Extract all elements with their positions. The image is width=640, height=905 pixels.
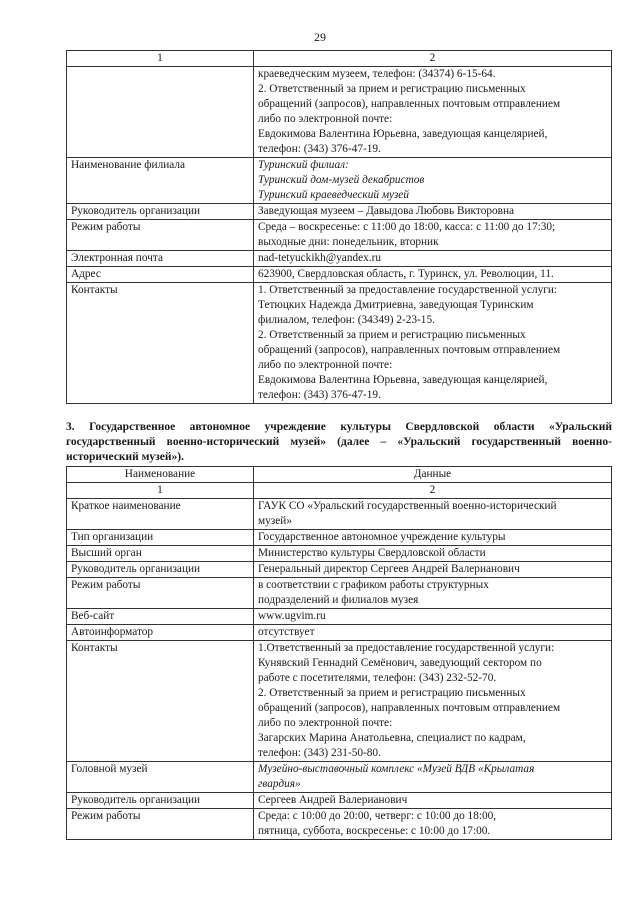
text-line: Кунявский Геннадий Семёнович, заведующий сектором по [258,657,542,669]
row-value: Сергеев Андрей Валерианович [254,793,612,809]
table-row [67,562,612,578]
text-line: 1.Ответственный за предоставление государственной услуги: [258,642,555,654]
column-number-2: 2 [254,483,612,499]
text-line: либо по электронной почте: [258,113,393,125]
row-label: Краткое наименование [67,499,254,530]
row-label: Адрес [67,267,254,283]
row-value [254,499,612,530]
table-row [67,267,612,283]
text-line: обращений (запросов), направленных почтовым отправлением [258,344,561,356]
column-number-2: 2 [254,51,612,67]
table-row [67,609,612,625]
table-header-numbers [67,483,612,499]
text-line: телефон: (343) 376-47-19. [258,389,381,401]
row-label: Головной музей [67,762,254,793]
text-line: Музейно-выставочный комплекс «Музей ВДВ «Крылатая [258,763,535,775]
table-row [67,283,612,404]
text-line: работе с посетителями, телефон: (343) 232-52-70. [258,672,497,684]
text-line: гвардия» [258,778,301,790]
text-line: ГАУК СО «Уральский государственный военно-исторический [258,500,557,512]
table-row [67,220,612,251]
table-row [67,762,612,793]
text-line: Среда – воскресенье: с 11:00 до 18:00, касса: с 11:00 до 17:30; [258,221,556,233]
table-row [67,546,612,562]
table-military-history-museum [66,466,612,840]
table-header-numbers [67,51,612,67]
row-label: Контакты [67,641,254,762]
contacts-value [254,283,612,404]
row-label: Тип организации [67,530,254,546]
column-number-1: 1 [67,51,254,67]
row-label: Режим работы [67,578,254,609]
branch-names [254,158,612,204]
text-line: филиалом, телефон: (34349) 2-23-15. [258,314,435,326]
text-line: 1. Ответственный за предоставление государственной услуги: [258,284,558,296]
table-row [67,530,612,546]
row-value [254,762,612,793]
table-row [67,625,612,641]
table-row [67,158,612,204]
section-3-heading: 3. Государственное автономное учреждение культуры Свердловской области «Уральский государственный военно-исторический музей» (далее – «Уральский государственный военно-исторический музей»). [66,421,612,463]
text-line: обращений (запросов), направленных почтовым отправлением [258,702,561,714]
row-label: Веб-сайт [67,609,254,625]
table-row [67,641,612,762]
page-number: 29 [314,30,326,44]
table-header [67,467,612,483]
table-row [67,809,612,840]
row-label: Режим работы [67,220,254,251]
text-line: музей» [258,515,292,527]
text-line: выходные дни: понедельник, вторник [258,236,439,248]
table-row [67,251,612,267]
text-line: Евдокимова Валентина Юрьевна, заведующая канцелярией, [258,374,548,386]
row-value: Заведующая музеем – Давыдова Любовь Викторовна [254,204,612,220]
text-line: либо по электронной почте: [258,717,393,729]
row-label: Руководитель организации [67,793,254,809]
row-value [254,578,612,609]
row-value: Генеральный директор Сергеев Андрей Валерианович [254,562,612,578]
header-data: Данные [254,467,612,483]
header-name: Наименование [67,467,254,483]
row-label: Режим работы [67,809,254,840]
text-line: Загарских Марина Анатольевна, специалист по кадрам, [258,732,526,744]
contacts-value [254,641,612,762]
text-line: телефон: (343) 231-50-80. [258,747,381,759]
table-row [67,67,612,158]
row-value [254,809,612,840]
text-line: в соответствии с графиком работы структурных [258,579,489,591]
row-label: Электронная почта [67,251,254,267]
text-line: Туринский филиал: [258,159,349,171]
row-label: Руководитель организации [67,204,254,220]
text-line: Тетюцких Надежда Дмитриевна, заведующая Туринским [258,299,534,311]
row-value: Государственное автономное учреждение культуры [254,530,612,546]
text-line: Туринский дом-музей декабристов [258,174,425,186]
table-previous-museum [66,50,612,404]
text-line: 2. Ответственный за прием и регистрацию письменных [258,83,526,95]
text-line: Туринский краеведческий музей [258,189,409,201]
text-line: пятница, суббота, воскресенье: с 10:00 до 17:00. [258,825,491,837]
website-value: www.ugvim.ru [254,609,612,625]
row-label: Автоинформатор [67,625,254,641]
address-value: 623900, Свердловская область, г. Туринск, ул. Революции, 11. [254,267,612,283]
text-line: 2. Ответственный за прием и регистрацию письменных [258,329,526,341]
text-line: телефон: (343) 376-47-19. [258,143,381,155]
row-value: отсутствует [254,625,612,641]
text-line: либо по электронной почте: [258,359,393,371]
row-value [254,220,612,251]
row-label: Наименование филиала [67,158,254,204]
row-label-empty [67,67,254,158]
email-value: nad-tetyuckikh@yandex.ru [254,251,612,267]
column-number-1: 1 [67,483,254,499]
text-line: Евдокимова Валентина Юрьевна, заведующая канцелярией, [258,128,548,140]
text-line: подразделений и филиалов музея [258,594,419,606]
text-line: обращений (запросов), направленных почтовым отправлением [258,98,561,110]
text-line: 2. Ответственный за прием и регистрацию письменных [258,687,526,699]
text-line: краеведческим музеем, телефон: (34374) 6-15-64. [258,68,496,80]
contacts-continuation [254,67,612,158]
row-label: Контакты [67,283,254,404]
table-row [67,793,612,809]
table-row [67,499,612,530]
text-line: Среда: с 10:00 до 20:00, четверг: с 10:00 до 18:00, [258,810,497,822]
row-label: Высший орган [67,546,254,562]
table-row [67,578,612,609]
row-label: Руководитель организации [67,562,254,578]
row-value: Министерство культуры Свердловской области [254,546,612,562]
table-row [67,204,612,220]
